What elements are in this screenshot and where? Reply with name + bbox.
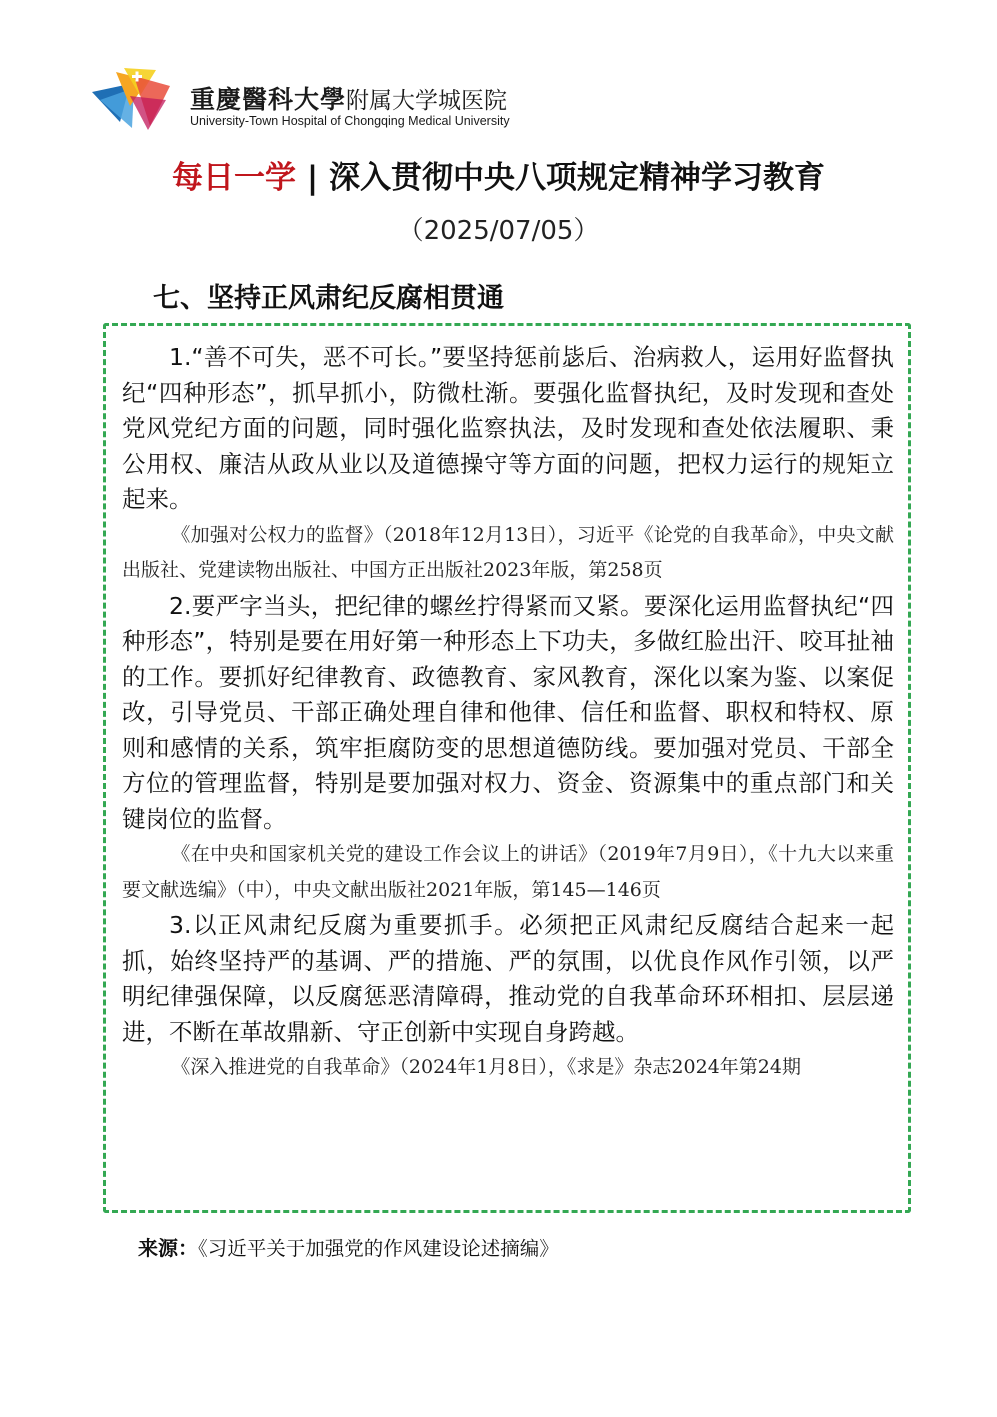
- item-3-text: 3.以正风肃纪反腐为重要抓手。必须把正风肃纪反腐结合起来一起抓，始终坚持严的基调、严的措施、严的氛围，以优良作风作引领，以严明纪律强保障，以反腐惩恶清障碍，推动党的自我革命环环相扣、层层递进，不断在革故鼎新、守正创新中实现自身跨越。: [122, 911, 894, 1046]
- source-line: [138, 1232, 559, 1261]
- hospital-emblem-icon: [90, 66, 172, 132]
- university-name-cn: 重慶醫科大學: [190, 85, 347, 114]
- item-3-citation: 《深入推进党的自我革命》（2024年1月8日），《求是》杂志2024年第24期: [171, 1056, 801, 1078]
- page-title: [0, 152, 997, 197]
- item-1-citation: 《加强对公权力的监督》（2018年12月13日），习近平《论党的自我革命》，中央文献出版社、党建读物出版社、中国方正出版社2023年版，第258页: [122, 523, 894, 581]
- item-2-text: 2.要严字当头，把纪律的螺丝拧得紧而又紧。要深化运用监督执纪“四种形态”，特别是要在用好第一种形态上下功夫，多做红脸出汗、咬耳扯袖的工作。要抓好纪律教育、政德教育、家风教育，深化以案为鉴、以案促改，引导党员、干部正确处理自律和他律、信任和监督、职权和特权、原则和感情的关系，筑牢拒腐防变的思想道德防线。要加强对党员、干部全方位的管理监督，特别是要加强对权力、资金、资源集中的重点部门和关键岗位的监督。: [122, 591, 894, 833]
- hospital-name-cn: [190, 80, 507, 116]
- hospital-name-en: University-Town Hospital of Chongqing Medical University: [190, 114, 510, 128]
- title-main: 深入贯彻中央八项规定精神学习教育: [328, 160, 825, 196]
- source-value: 《习近平关于加强党的作风建设论述摘编》: [198, 1237, 559, 1260]
- title-separator: |: [296, 160, 329, 196]
- title-prefix: 每日一学: [172, 160, 297, 196]
- section-heading: 七、坚持正风肃纪反腐相贯通: [153, 283, 504, 314]
- hospital-logo: [90, 66, 510, 136]
- content-box: [103, 323, 911, 1213]
- item-2-citation: 《在中央和国家机关党的建设工作会议上的讲话》（2019年7月9日），《十九大以来重要文献选编》（中），中央文献出版社2021年版，第145—146页: [122, 843, 894, 901]
- source-label: 来源：: [138, 1236, 198, 1260]
- publish-date: （2025/07/05）: [397, 216, 600, 246]
- hospital-sub-name-cn: 附属大学城医院: [346, 88, 508, 114]
- item-1-text: 1.“善不可失，恶不可长。”要坚持惩前毖后、治病救人，运用好监督执纪“四种形态”，抓早抓小，防微杜渐。要强化监督执纪，及时发现和查处党风党纪方面的问题，同时强化监察执法，及时发现和查处依法履职、秉公用权、廉洁从政从业以及道德操守等方面的问题，把权力运行的规矩立起来。: [122, 343, 894, 513]
